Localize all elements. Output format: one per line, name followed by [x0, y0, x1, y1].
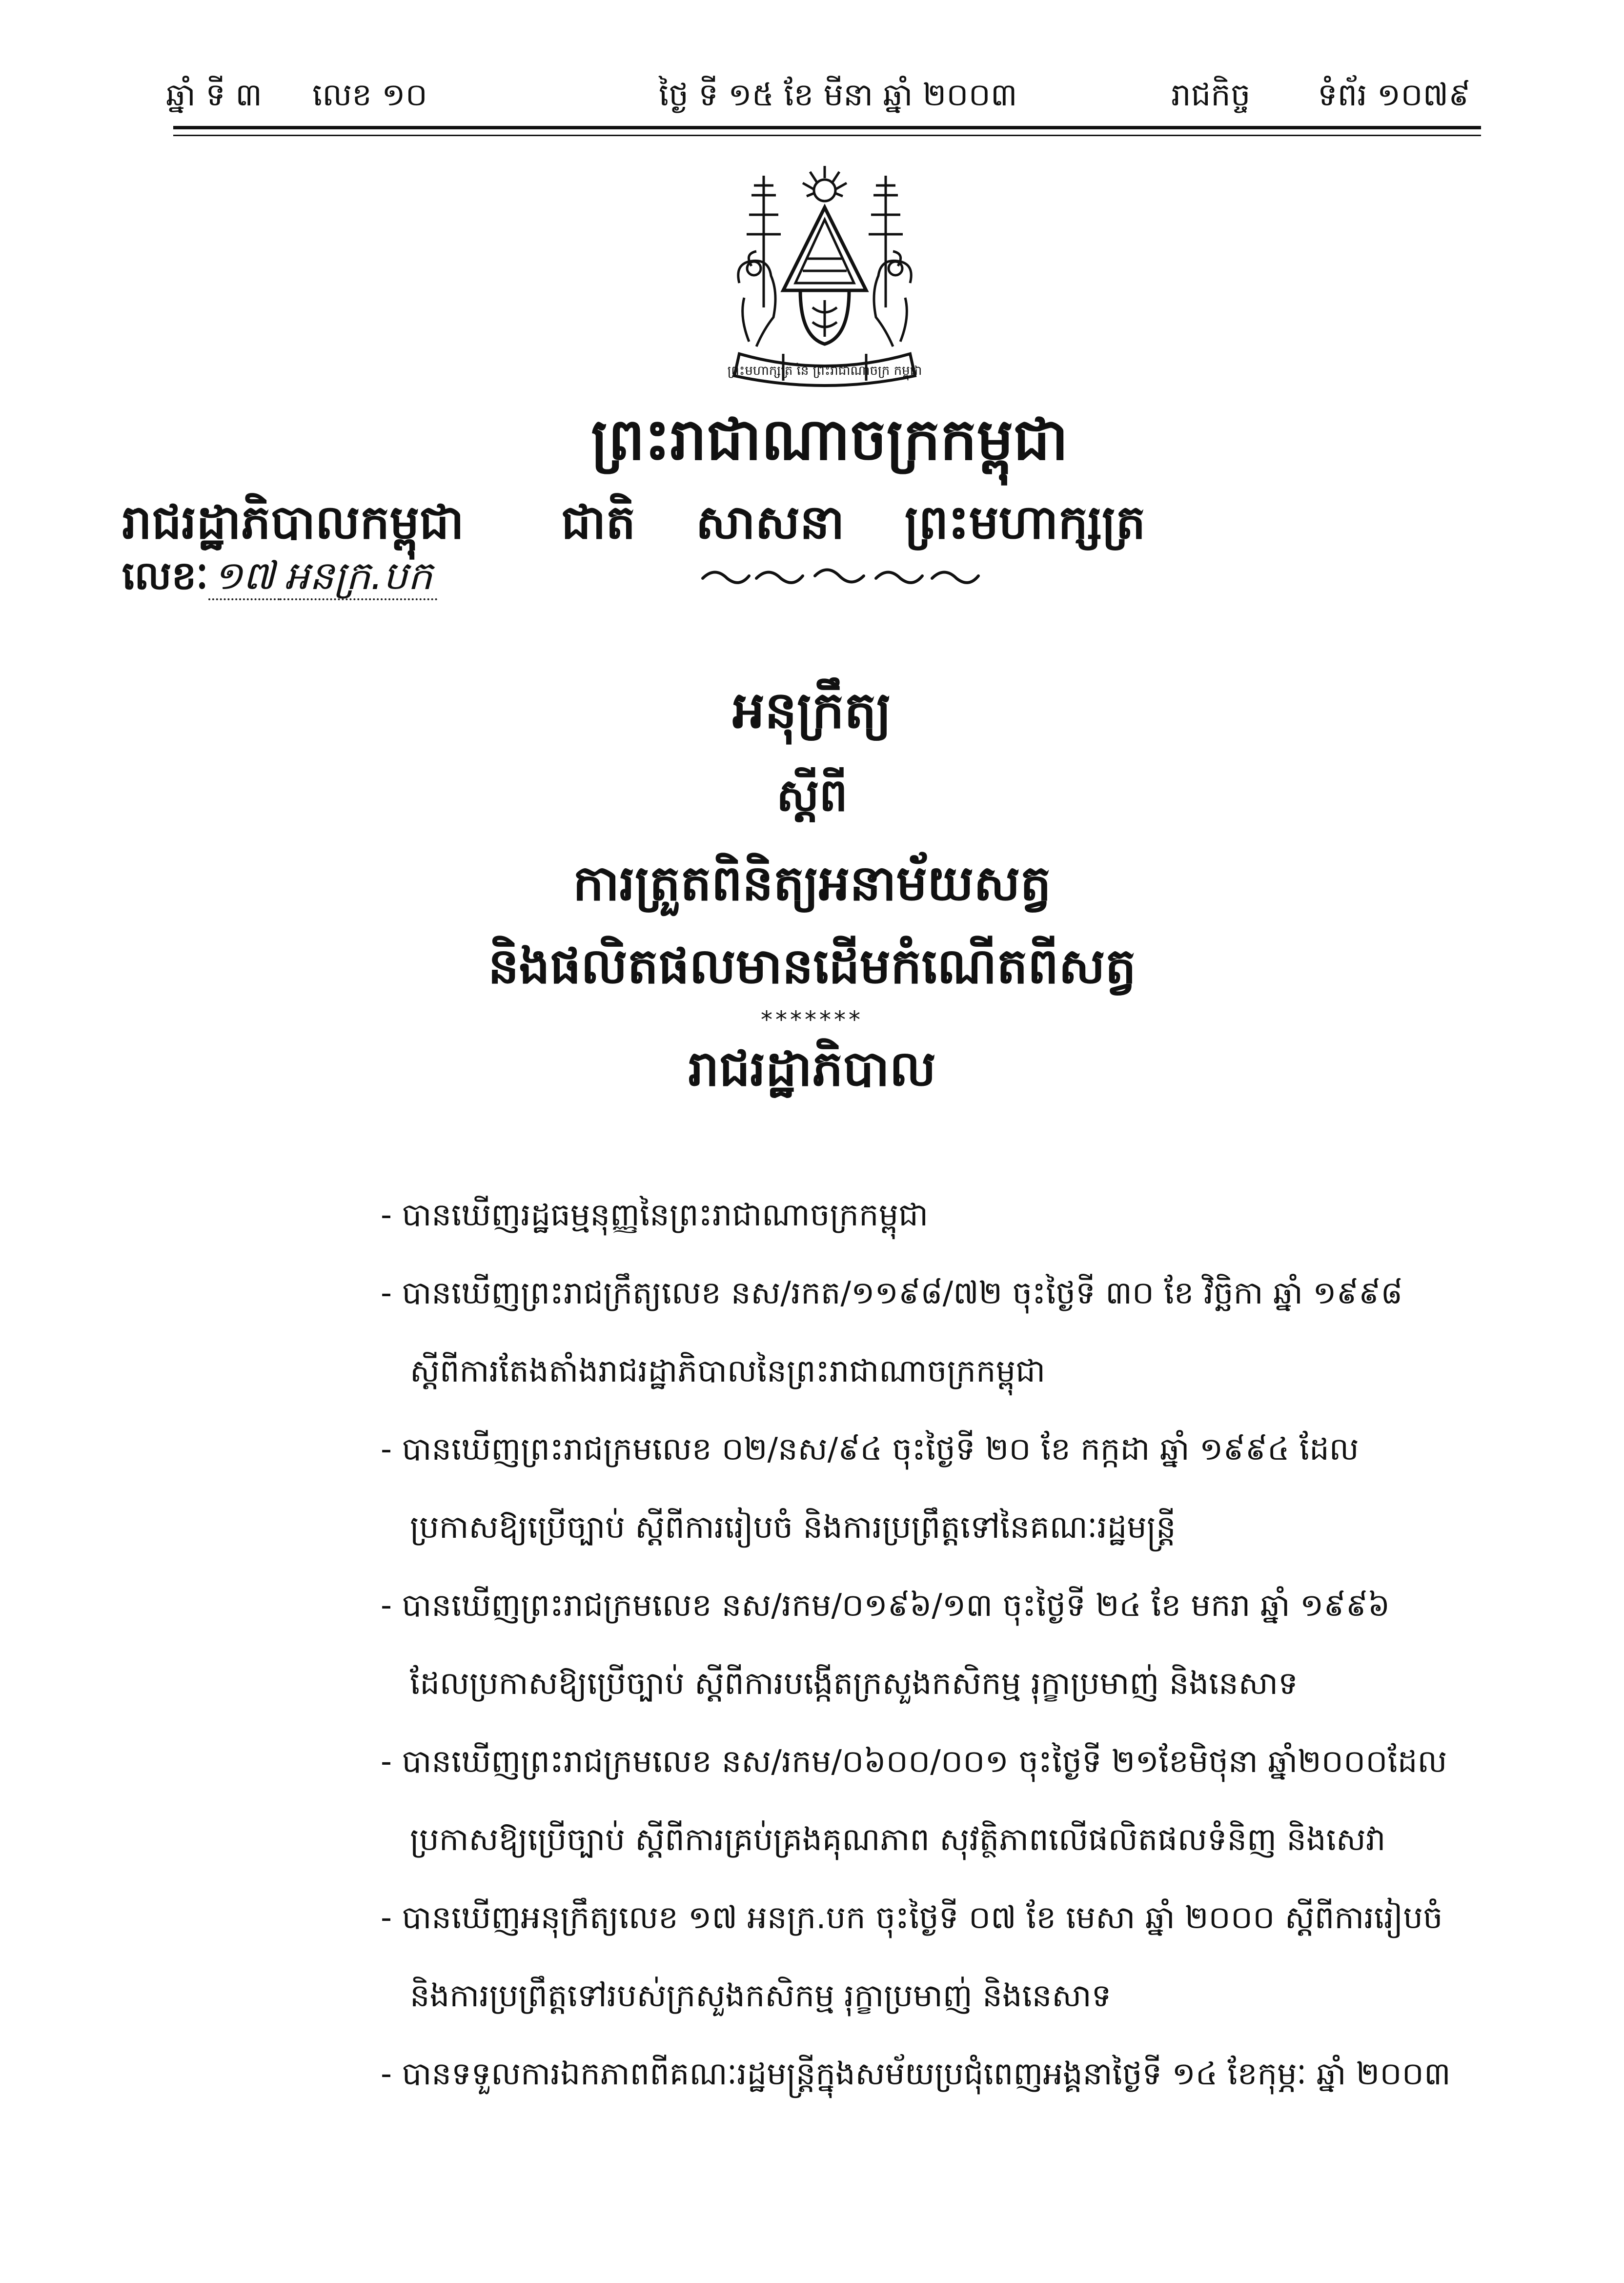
- preamble-item: - បានឃើញព្រះរាជក្រមលេខ នស/រកម/០៦០០/០០១ ចុះថ្ងៃទី ២១ខែមិថុនា ឆ្នាំ២០០០ដែល: [381, 1744, 1447, 1780]
- reference-number: [122, 549, 437, 603]
- header-date: ថ្ងៃ ទី ១៥ ខែ មីនា ឆ្នាំ ២០០៣: [659, 77, 1017, 113]
- kingdom-title: ព្រះរាជាណាចក្រកម្ពុជា: [591, 406, 1068, 473]
- preamble-item-continuation: ប្រកាសឱ្យប្រើច្បាប់ ស្តីពីការគ្រប់គ្រងគុណភាព សុវត្ថិភាពលើផលិតផលទំនិញ និងសេវា: [410, 1822, 1386, 1858]
- header-rule: [173, 126, 1481, 129]
- preamble-item: - បានឃើញអនុក្រឹត្យលេខ ១៧ អនក្រ.បក ចុះថ្ងៃទី ០៧ ខែ មេសា ឆ្នាំ ២០០០ ស្តីពីការរៀបចំ: [381, 1900, 1443, 1936]
- separator-stars: *******: [761, 1006, 863, 1034]
- preamble-item: - បានឃើញព្រះរាជក្រឹត្យលេខ នស/រកត/១១៩៨/៧២ ចុះថ្ងៃទី ៣០ ខែ វិច្ឆិកា ឆ្នាំ ១៩៩៨: [381, 1275, 1403, 1311]
- document-type: អនុក្រឹត្យ: [732, 680, 892, 740]
- preamble-list: [381, 1176, 1451, 2113]
- preamble-item: - បានឃើញព្រះរាជក្រមលេខ ០២/នស/៩៤ ចុះថ្ងៃទី ២០ ខែ កក្កដា ឆ្នាំ ១៩៩៤ ដែល: [381, 1431, 1359, 1468]
- preamble-item: - បានឃើញរដ្ឋធម្មនុញ្ញនៃព្រះរាជាណាចក្រកម្ពុជា: [381, 1197, 929, 1233]
- ref-label: លេខៈ: [122, 553, 208, 598]
- preamble-item-continuation: ប្រកាសឱ្យប្រើច្បាប់ ស្តីពីការរៀបចំ និងការប្រព្រឹត្តទៅនៃគណៈរដ្ឋមន្ត្រី: [410, 1509, 1176, 1546]
- issuing-government: រាជរដ្ឋាភិបាលកម្ពុជា: [122, 495, 464, 550]
- motto-nation: ជាតិ: [561, 495, 636, 550]
- preamble-item: - បានទទួលការឯកភាពពីគណៈរដ្ឋមន្ត្រីក្នុងសម័យប្រជុំពេញអង្គនាថ្ងៃទី ១៤ ខែកុម្ភៈ ឆ្នាំ ២០០៣: [381, 2056, 1451, 2092]
- document-issuer: រាជរដ្ឋាភិបាល: [688, 1040, 936, 1097]
- header-issue: លេខ ១០: [312, 77, 427, 113]
- document-subject-line-1: ការត្រួតពិនិត្យអនាម័យសត្វ: [573, 855, 1051, 912]
- motto-king: ព្រះមហាក្សត្រ: [904, 495, 1146, 550]
- header-rule-thin: [173, 135, 1481, 136]
- ornament-divider-icon: [693, 556, 986, 595]
- header-page-number: ទំព័រ ១០៧៩: [1318, 77, 1471, 113]
- document-subject-line-2: និងផលិតផលមានដើមកំណើតពីសត្វ: [487, 938, 1137, 995]
- ref-suffix: អនក្រ.បក: [280, 553, 437, 600]
- preamble-item: - បានឃើញព្រះរាជក្រមលេខ នស/រកម/០១៩៦/១៣ ចុះថ្ងៃទី ២៤ ខែ មករា ឆ្នាំ ១៩៩៦: [381, 1588, 1390, 1624]
- royal-emblem-icon: [710, 161, 939, 395]
- preamble-item-continuation: ស្តីពីការតែងតាំងរាជរដ្ឋាភិបាលនៃព្រះរាជាណាចក្រកម្ពុជា: [410, 1353, 1046, 1389]
- document-about: ស្តីពី: [776, 769, 848, 821]
- svg-text:ព្រះមហាក្សត្រ នៃ ព្រះរាជាណាចក្: ព្រះមហាក្សត្រ នៃ ព្រះរាជាណាចក្រ កម្ពុជា: [727, 364, 922, 378]
- preamble-item-continuation: និងការប្រព្រឹត្តទៅរបស់ក្រសួងកសិកម្ម រុក្ខាប្រមាញ់ និងនេសាទ: [410, 1978, 1112, 2014]
- header-year: ឆ្នាំ ទី ៣: [166, 77, 262, 113]
- national-motto: [561, 493, 1147, 551]
- ref-number: ១៧: [208, 553, 280, 600]
- running-header: [166, 73, 1483, 117]
- header-journal: រាជកិច្ច: [1171, 77, 1251, 113]
- preamble-item-continuation: ដែលប្រកាសឱ្យប្រើច្បាប់ ស្តីពីការបង្កើតក្រសួងកសិកម្ម រុក្ខាប្រមាញ់ និងនេសាទ: [410, 1666, 1298, 1702]
- motto-religion: សាសនា: [695, 495, 845, 550]
